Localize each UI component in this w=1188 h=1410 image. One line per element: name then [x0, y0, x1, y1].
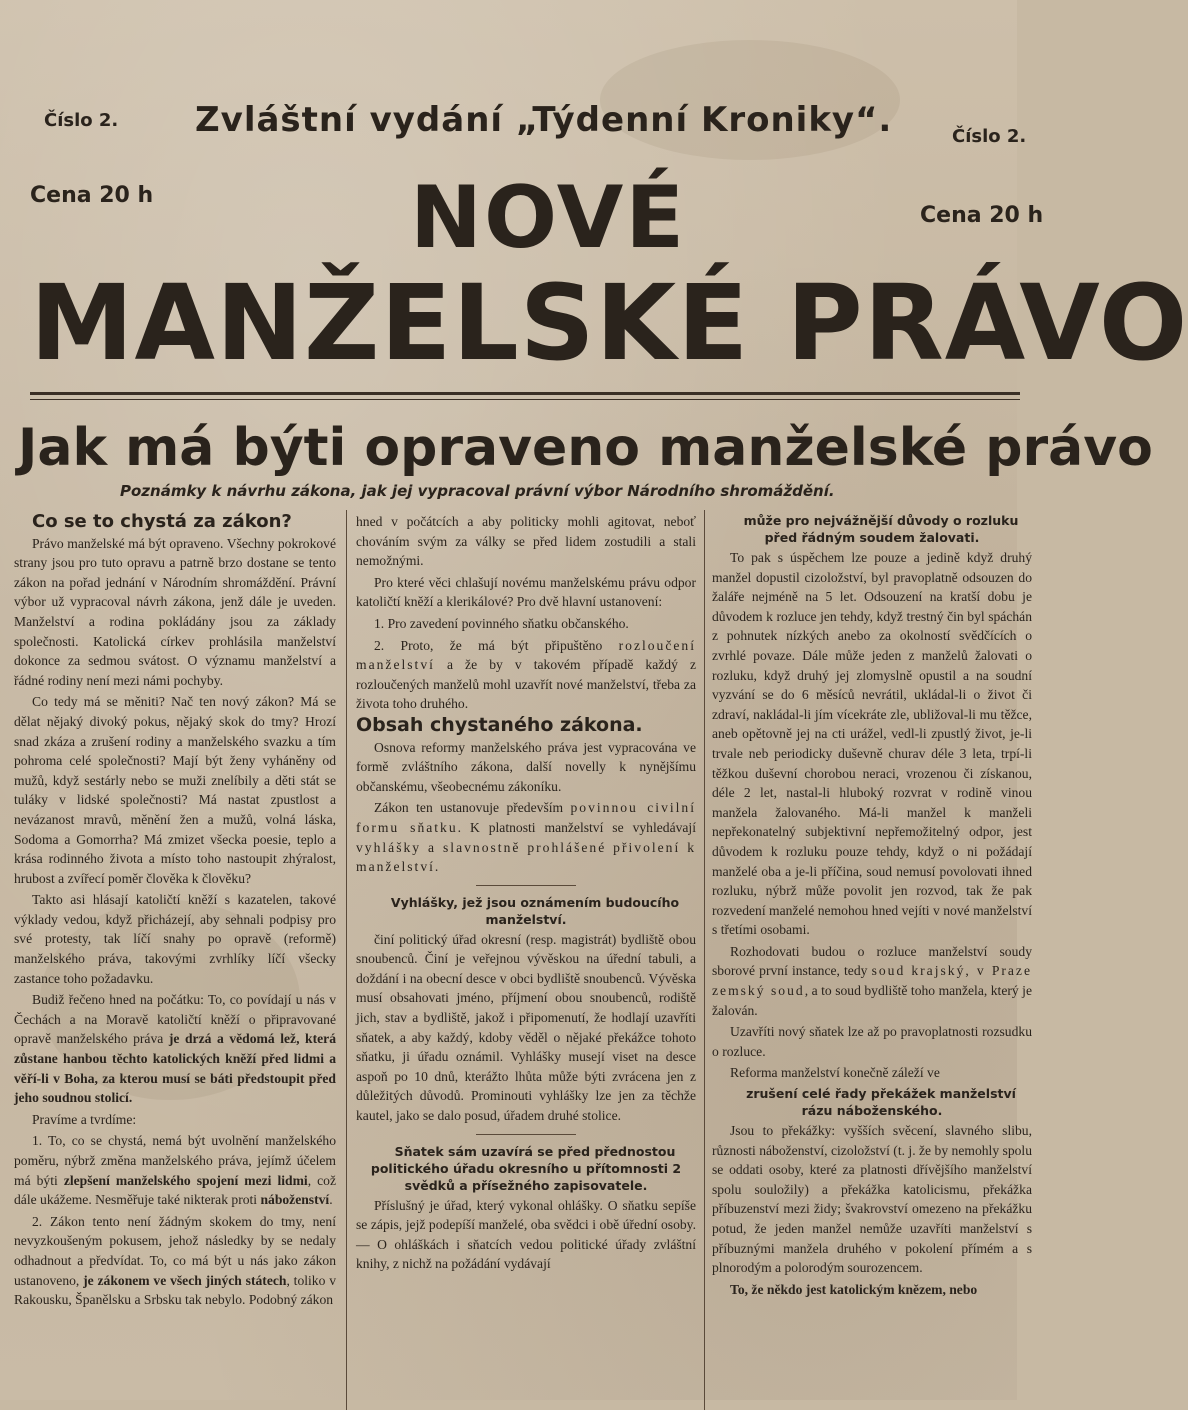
paragraph-text: , což dále ukážeme. Nesměřuje také nikterak proti	[14, 1172, 336, 1208]
sub-heading: Vyhlášky, jež jsou oznámením budoucího manželství.	[390, 894, 680, 927]
spaced-text: soud krajský, v Praze zemský soud	[712, 963, 1033, 999]
paragraph: Uzavříti nový sňatek lze až po pravoplatnosti rozsudku o rozluce.	[712, 1024, 1032, 1059]
masthead-title-line1: NOVÉ	[410, 168, 687, 268]
bold-text: náboženství	[260, 1192, 330, 1208]
paragraph: Osnova reformy manželského práva jest vypracována ve formě zvláštního zákona, další novelly k nynějšímu občanskému, všeobecnému zákoníku.	[356, 739, 696, 794]
paragraph-text: a že by v takovém případě každý z rozloučených manželů mohl uzavřít nové manželství, třeba za života toho druhého.	[356, 657, 696, 712]
issue-number-left: Číslo 2.	[44, 110, 119, 131]
paragraph-text: 2. Zákon tento není žádným skokem do tmy, není nevyzkoušeným pokusem, jehož následky by se nedaly odhadnout a předvídat. To, co má být u nás jako zákon ustanoveno,	[14, 1213, 336, 1288]
paragraph	[356, 798, 696, 876]
paragraph: To pak s úspěchem lze pouze a jedině když druhý manžel dopustil cizoložství, byl pravoplatně odsouzen do žaláře nejméně na 5 let. Odsouzení na kratší dobu je důvodem k rozluce jen tehdy, když trestný čin byl spáchán z pohnutek nízkých anebo za okolností svědčících o zvrhlé povaze. Dále může jeden z manželů žalovati o rozluku, když druhý jej zlomyslně opustil a na soudní vyzvání se do 6 měsíců nevrátil, ukládal-li o život či zdraví, nakládal-li jím vícekráte zle, ubližoval-li mu těžce, aneb opětovně jej na cti urážel, vedl-li zpustlý život, je-li trvale neb periodicky duševně churav déle 3 leta, trpí-li těžkou duševní chorobou neraci, vrozenou či získanou, déle 2 let, nastal-li hluboký rozvrat v rodině vinou manžela žalovaného. Má-li manžel k manželi nepřekonatelný subjektivní nepřemožitelný odpor, jest důvodem k rozluku pouze tehdy, když o ni požádají manželé oba a je-li příčina, soud nemusí povolovati ihned rozluku, nýbrž může povolit jen rozvod, tak že pak rozvedení manželé nemohou hned vejíti v nové manželství s třetími osobami.	[712, 550, 1032, 938]
paragraph: Pro které věci chlašují novému manželskému právu odpor katoličtí kněží a klerikálové? Pro dvě hlavní ustanovení:	[356, 574, 696, 610]
column-2	[356, 512, 696, 1276]
paragraph: 1. Pro zavedení povinného sňatku občanského.	[374, 615, 629, 631]
paragraph-text: , a to soud bydliště toho manžela, který je žalován.	[712, 983, 1032, 1018]
masthead-rule	[30, 392, 1020, 395]
paragraph: Takto asi hlásají katoličtí kněží s kazatelen, takové výklady vedou, když přicházejí, aby sehnali podpisy pro své protesty, tak líčí snahy po opravě (reformě) manželského práva, takovými zvrhlíky líčí všecky zastance toho požadavku.	[14, 892, 336, 986]
sub-heading: Sňatek sám uzavírá se před přednostou politického úřadu okresního u přítomnosti 2 svědků a přísežného zapisovatele.	[370, 1143, 682, 1193]
column-3	[712, 512, 1032, 1301]
spaced-text: povinnou civilní formu sňatku	[356, 800, 696, 835]
paragraph: Reforma manželství konečně záleží ve	[730, 1065, 940, 1081]
paragraph: Příslušný je úřad, který vykonal ohlášky. O sňatku sepíše se zápis, jejž podepíší manželé, oba svědci i obě úřední osoby. — O ohláškách i sňatcích vedou politické úřady zvláštní knihy, z nichž na požádání vydávají	[356, 1197, 696, 1272]
spaced-text: rozloučení manželství	[356, 637, 696, 673]
paragraph-bold: To, že někdo jest katolickým knězem, nebo	[730, 1281, 978, 1297]
column-1	[14, 512, 336, 1312]
paragraph	[712, 942, 1032, 1020]
paragraph: Pravíme a tvrdíme:	[32, 1111, 137, 1127]
paragraph-text: .	[434, 859, 439, 875]
paragraph-text: 1. To, co se chystá, nemá být uvolnění manželského poměru, nýbrž změna manželského práva, jejímž účelem má býti	[14, 1133, 336, 1188]
bold-text: je zákonem ve všech jiných státech	[83, 1272, 287, 1288]
masthead-title-line2: MANŽELSKÉ PRÁVO	[30, 262, 1188, 384]
paragraph-text: Budiž řečeno hned na počátku: To, co povídají u nás v Čechách a na Moravě katoličtí kněží o připravované opravě manželského práva	[14, 992, 336, 1047]
section-heading: Co se to chystá za zákon?	[32, 511, 292, 532]
paragraph-text: .	[329, 1192, 333, 1208]
column-divider	[704, 510, 705, 1410]
bold-text: je drzá a vědomá lež, která zůstane hanbou těchto katolických kněží před lidmi a věří-li v Boha, za kterou musí se báti předstoupit před jeho soudnou stolicí.	[14, 1031, 336, 1106]
spaced-text: vyhlášky a slavnostně prohlášené přivolení k manželství	[356, 839, 696, 875]
sub-headline: Poznámky k návrhu zákona, jak jej vypracoval právní výbor Národního shromáždění.	[120, 482, 835, 500]
section-heading: Obsah chystaného zákona.	[356, 713, 643, 736]
bold-text: zlepšení manželského spojení mezi lidmi	[63, 1172, 308, 1188]
paragraph-text: Rozhodovati budou o rozluce manželství soudy sborové první instance, tedy	[712, 943, 1032, 979]
main-headline: Jak má býti opraveno manželské právo	[18, 418, 1153, 478]
sub-heading: zrušení celé řady překážek manželství rázu náboženského.	[746, 1086, 1016, 1119]
paragraph	[356, 636, 696, 714]
paragraph: Jsou to překážky: vyšších svěcení, slavného slibu, různosti náboženství, cizoložství (t. j. že by nemohly spolu se oddati osoby, které za platnosti dřívějšího manželství spolu souložily) a překážka katolicismu, překážka příbuzenství mezi židy; švakrovství omezeno na překážku potud, že jeden manžel nemůže uzavříti manželství s příbuznými manžela druhého v pokolení přímém a s plnorodým a polorodým sourozencem.	[712, 1123, 1032, 1276]
price-right: Cena 20 h	[920, 203, 1044, 228]
paragraph: Co tedy má se měniti? Nač ten nový zákon? Má se dělat nějaký divoký pokus, nějaký skok do tmy? Hrozí snad zkáza a zrušení rodiny a manželského svazku a tím pohroma celé společnosti? Mají být ženy vyháněny od mužů, když sestárly nebo se muži znelíbily a děti stát se tuláky v lidské společnosti? Má nastat zpustlost a nevázanost mravů, měnění žen a mužů, volná láska, Sodoma a Gomorrha? Má zmizet všecka poesie, teplo a krása rodinného života a místo toho nastoupit zhýralost, hrubost a zvířecí poměr člověka k člověku?	[14, 694, 336, 886]
paragraph	[14, 1131, 336, 1209]
paragraph-text: , toliko v Rakousku, Španělsku a Srbsku tak nebylo. Podobný zákon	[14, 1272, 336, 1308]
paragraph-text: Zákon ten ustanovuje především	[374, 800, 571, 816]
price-left: Cena 20 h	[30, 183, 154, 208]
section-divider	[476, 1134, 576, 1135]
paragraph-text: . K platnosti manželství se vyhledávají	[457, 819, 696, 835]
paragraph-bold: může pro nejvážnější důvody o rozluku před řádným soudem žalovati.	[743, 513, 1019, 545]
section-divider	[476, 885, 576, 886]
paragraph: Právo manželské má být opraveno. Všechny pokrokové strany jsou pro tuto opravu a patrně brzo dostane se tento zákon na pořad jednání v Národním shromáždění. Právní výbor už vypracoval návrh zákona, jenž dále je uveden. Manželství a rodina pokládány jsou za základy společnosti. Katolická církev prohlásila manželství dokonce za sedmou svátost. O významu manželství a řádné rodiny není mezi námi pochyby.	[14, 535, 336, 688]
paragraph: hned v počátcích a aby politicky mohli agitovat, neboť chováním svým za války se před lidem zostudili a stali nemožnými.	[356, 514, 696, 569]
masthead-rule-thin	[30, 399, 1020, 400]
paragraph	[14, 1212, 336, 1310]
column-divider	[346, 510, 347, 1410]
special-edition-kicker: Zvláštní vydání „Týdenní Kroniky“.	[195, 100, 893, 140]
paragraph: činí politický úřad okresní (resp. magistrát) bydliště obou snoubenců. Činí je veřejnou vývěskou na úřední tabuli, a doždání i na obecní desce v obci bydliště snoubenců. Vývěska musí obsahovati jméno, příjmení obou snoubenců, rodiště jich, stav a bydliště, jakož i připomenutí, že hodlají uzavříti sňatek, a aby každý, kdoby věděl o nějaké překážce tohoto sňatku, ji úřadu oznámil. Vyhlášky musejí viset na desce aspoň po 10 dnů, kterážto lhůta může býti zvrácena jen z důležitých důvodů. Prominouti vyhlášky lze jen za těchže kautel, jako se dalo posud, úřadem druhé stolice.	[356, 931, 696, 1124]
paragraph-text: 2. Proto, že má být připuštěno	[374, 637, 619, 653]
issue-number-right: Číslo 2.	[952, 126, 1027, 147]
paragraph	[14, 990, 336, 1108]
